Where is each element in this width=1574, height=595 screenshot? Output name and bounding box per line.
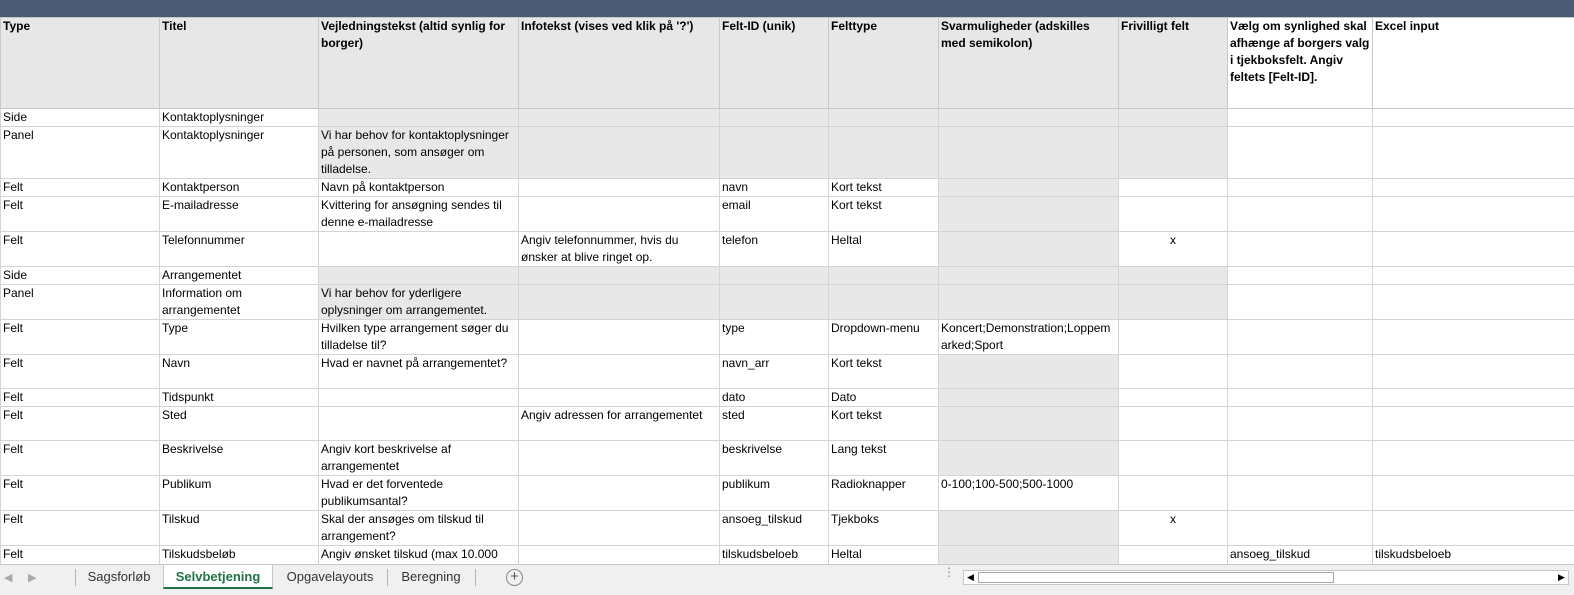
- table-cell[interactable]: [939, 232, 1119, 267]
- table-row: [1, 389, 1574, 407]
- table-cell[interactable]: Kort tekst: [829, 197, 939, 232]
- table-row: [1, 179, 1574, 197]
- tab-separator: [475, 569, 476, 586]
- triangle-right-icon[interactable]: ▶: [28, 572, 37, 584]
- table-cell[interactable]: [1373, 407, 1574, 441]
- table-cell[interactable]: tilskudsbeloeb: [1373, 546, 1574, 565]
- tab-sagsforloeb[interactable]: Sagsforløb: [87, 569, 151, 584]
- header-row: [1, 18, 1574, 109]
- scrollbar-thumb[interactable]: [978, 572, 1334, 583]
- table-cell[interactable]: [519, 476, 720, 511]
- table-cell[interactable]: Side: [1, 267, 160, 285]
- table-cell[interactable]: [519, 355, 720, 389]
- table-cell[interactable]: x: [1119, 511, 1228, 546]
- triangle-left-icon[interactable]: ◀: [4, 572, 13, 584]
- table-cell[interactable]: Angiv kort beskrivelse af arrangementet: [319, 441, 519, 476]
- table-cell[interactable]: [829, 285, 939, 320]
- table-cell[interactable]: [1119, 441, 1228, 476]
- table-cell[interactable]: [1228, 127, 1373, 179]
- table-cell[interactable]: Sted: [160, 407, 319, 441]
- scroll-left-icon[interactable]: ◀: [967, 572, 974, 582]
- table-cell[interactable]: type: [720, 320, 829, 355]
- table-cell[interactable]: [1119, 179, 1228, 197]
- table-row: [1, 476, 1574, 511]
- table-cell[interactable]: [1228, 267, 1373, 285]
- table-cell[interactable]: x: [1119, 232, 1228, 267]
- table-row: [1, 197, 1574, 232]
- table-cell[interactable]: Kort tekst: [829, 179, 939, 197]
- table-cell[interactable]: [1373, 127, 1574, 179]
- table-cell[interactable]: [1119, 285, 1228, 320]
- table-cell[interactable]: ansoeg_tilskud: [720, 511, 829, 546]
- table-cell[interactable]: navn: [720, 179, 829, 197]
- table-cell[interactable]: [1119, 476, 1228, 511]
- table-cell[interactable]: [939, 197, 1119, 232]
- table-cell[interactable]: Beskrivelse: [160, 441, 319, 476]
- table-cell[interactable]: Felt: [1, 389, 160, 407]
- table-cell[interactable]: publikum: [720, 476, 829, 511]
- header-cell[interactable]: Felttype: [829, 18, 939, 109]
- table-cell[interactable]: [720, 267, 829, 285]
- header-cell[interactable]: Svarmuligheder (adskilles med semikolon): [939, 18, 1119, 109]
- table-cell[interactable]: Hvad er det forventede publikumsantal?: [319, 476, 519, 511]
- table-row: [1, 355, 1574, 389]
- table-cell[interactable]: [939, 355, 1119, 389]
- table-cell[interactable]: [319, 232, 519, 267]
- table-cell[interactable]: Hvad er navnet på arrangementet?: [319, 355, 519, 389]
- table-cell[interactable]: Radioknapper: [829, 476, 939, 511]
- table-cell[interactable]: [1228, 197, 1373, 232]
- header-cell[interactable]: Frivilligt felt: [1119, 18, 1228, 109]
- table-cell[interactable]: Dropdown-menu: [829, 320, 939, 355]
- header-cell[interactable]: Excel input: [1373, 18, 1574, 109]
- table-cell[interactable]: [319, 109, 519, 127]
- header-cell[interactable]: Vejledningstekst (altid synlig for borger): [319, 18, 519, 109]
- table-row: [1, 285, 1574, 320]
- table-cell[interactable]: ansoeg_tilskud: [1228, 546, 1373, 565]
- table-cell[interactable]: [1228, 355, 1373, 389]
- table-row: [1, 109, 1574, 127]
- table-cell[interactable]: [1119, 389, 1228, 407]
- table-cell[interactable]: Angiv adressen for arrangementet: [519, 407, 720, 441]
- table-cell[interactable]: [319, 407, 519, 441]
- table-cell[interactable]: [519, 197, 720, 232]
- table-cell[interactable]: Angiv telefonnummer, hvis du ønsker at blive ringet op.: [519, 232, 720, 267]
- table-cell[interactable]: Publikum: [160, 476, 319, 511]
- table-cell[interactable]: [1373, 197, 1574, 232]
- table-cell[interactable]: [1228, 441, 1373, 476]
- table-cell[interactable]: Vi har behov for yderligere oplysninger om arrangementet.: [319, 285, 519, 320]
- table-cell[interactable]: Heltal: [829, 232, 939, 267]
- table-cell[interactable]: [1119, 407, 1228, 441]
- table-cell[interactable]: [1373, 179, 1574, 197]
- table-cell[interactable]: telefon: [720, 232, 829, 267]
- table-cell[interactable]: Tilskudsbeløb: [160, 546, 319, 565]
- table-cell[interactable]: Side: [1, 109, 160, 127]
- table-cell[interactable]: [1119, 109, 1228, 127]
- table-cell[interactable]: [519, 267, 720, 285]
- window-top-bar: [0, 0, 1574, 17]
- table-cell[interactable]: [720, 285, 829, 320]
- table-cell[interactable]: [1228, 320, 1373, 355]
- table-cell[interactable]: [1228, 476, 1373, 511]
- table-cell[interactable]: [939, 389, 1119, 407]
- table-cell[interactable]: Kvittering for ansøgning sendes til denne e-mailadresse: [319, 197, 519, 232]
- table-cell[interactable]: [519, 546, 720, 565]
- table-cell[interactable]: Koncert;Demonstration;Loppemarked;Sport: [939, 320, 1119, 355]
- table-cell[interactable]: beskrivelse: [720, 441, 829, 476]
- table-cell[interactable]: Information om arrangementet: [160, 285, 319, 320]
- table-cell[interactable]: Tjekboks: [829, 511, 939, 546]
- table-cell[interactable]: [1228, 407, 1373, 441]
- table-row: [1, 441, 1574, 476]
- table-row: [1, 511, 1574, 546]
- table-cell[interactable]: navn_arr: [720, 355, 829, 389]
- table-cell[interactable]: [829, 127, 939, 179]
- table-cell[interactable]: [1228, 232, 1373, 267]
- table-cell[interactable]: [1228, 109, 1373, 127]
- header-cell[interactable]: Type: [1, 18, 160, 109]
- table-cell[interactable]: [939, 109, 1119, 127]
- plus-circle-icon[interactable]: +: [506, 569, 523, 586]
- table-cell[interactable]: [1119, 355, 1228, 389]
- table-cell[interactable]: Felt: [1, 476, 160, 511]
- table-cell[interactable]: Navn: [160, 355, 319, 389]
- tab-opgavelayouts[interactable]: Opgavelayouts: [286, 569, 374, 584]
- table-cell[interactable]: [1373, 109, 1574, 127]
- table-cell[interactable]: Telefonnummer: [160, 232, 319, 267]
- table-cell[interactable]: Type: [160, 320, 319, 355]
- table-cell[interactable]: Felt: [1, 407, 160, 441]
- table-cell[interactable]: [939, 511, 1119, 546]
- spreadsheet-grid[interactable]: [0, 17, 1574, 564]
- tab-beregning[interactable]: Beregning: [401, 569, 461, 584]
- table-cell[interactable]: Vi har behov for kontaktoplysninger på personen, som ansøger om tilladelse.: [319, 127, 519, 179]
- table-cell[interactable]: tilskudsbeloeb: [720, 546, 829, 565]
- table-row: [1, 267, 1574, 285]
- vertical-ellipsis-icon[interactable]: ⋮: [943, 565, 955, 579]
- table-cell[interactable]: [1228, 389, 1373, 407]
- table-cell[interactable]: [829, 109, 939, 127]
- table-cell[interactable]: Felt: [1, 546, 160, 565]
- table-cell[interactable]: [1373, 285, 1574, 320]
- sheet-tab-bar: [0, 564, 1574, 595]
- table-row: [1, 232, 1574, 267]
- table-row: [1, 407, 1574, 441]
- table-cell[interactable]: Navn på kontaktperson: [319, 179, 519, 197]
- table-cell[interactable]: [1228, 285, 1373, 320]
- table-cell[interactable]: [519, 441, 720, 476]
- table-cell[interactable]: Felt: [1, 197, 160, 232]
- table-cell[interactable]: [720, 127, 829, 179]
- table-row: [1, 320, 1574, 355]
- table-cell[interactable]: Hvilken type arrangement søger du tilladelse til?: [319, 320, 519, 355]
- table-cell[interactable]: [319, 267, 519, 285]
- table-cell[interactable]: [519, 179, 720, 197]
- table-cell[interactable]: email: [720, 197, 829, 232]
- table-cell[interactable]: [1373, 267, 1574, 285]
- table-cell[interactable]: [1373, 320, 1574, 355]
- table-cell[interactable]: Skal der ansøges om tilskud til arrangement?: [319, 511, 519, 546]
- header-cell[interactable]: Felt-ID (unik): [720, 18, 829, 109]
- table-cell[interactable]: [319, 389, 519, 407]
- table-cell[interactable]: [1119, 546, 1228, 565]
- header-cell[interactable]: Infotekst (vises ved klik på '?'): [519, 18, 720, 109]
- table-cell[interactable]: Felt: [1, 320, 160, 355]
- table-cell[interactable]: [939, 127, 1119, 179]
- table-cell[interactable]: [1228, 179, 1373, 197]
- table-cell[interactable]: Felt: [1, 355, 160, 389]
- table-cell[interactable]: [1373, 476, 1574, 511]
- table-cell[interactable]: [1373, 232, 1574, 267]
- table-cell[interactable]: Kontaktoplysninger: [160, 109, 319, 127]
- table-cell[interactable]: Tilskud: [160, 511, 319, 546]
- table-cell[interactable]: Arrangementet: [160, 267, 319, 285]
- table-cell[interactable]: dato: [720, 389, 829, 407]
- table-cell[interactable]: Tidspunkt: [160, 389, 319, 407]
- table-cell[interactable]: [939, 179, 1119, 197]
- table-cell[interactable]: [519, 511, 720, 546]
- table-cell[interactable]: [1373, 389, 1574, 407]
- table-cell[interactable]: Lang tekst: [829, 441, 939, 476]
- table-cell[interactable]: Panel: [1, 285, 160, 320]
- table-cell[interactable]: [1119, 320, 1228, 355]
- table-cell[interactable]: [519, 320, 720, 355]
- table-cell[interactable]: sted: [720, 407, 829, 441]
- table-cell[interactable]: Felt: [1, 441, 160, 476]
- horizontal-scrollbar[interactable]: [963, 570, 1569, 585]
- table-cell[interactable]: [1373, 511, 1574, 546]
- table-row: [1, 546, 1574, 565]
- table-cell[interactable]: Felt: [1, 179, 160, 197]
- table-cell[interactable]: [1119, 197, 1228, 232]
- header-cell[interactable]: Vælg om synlighed skal afhænge af borgers valg i tjekboksfelt. Angiv feltets [Felt-ID].: [1228, 18, 1373, 109]
- table-cell[interactable]: Felt: [1, 232, 160, 267]
- table-cell[interactable]: Heltal: [829, 546, 939, 565]
- table-cell[interactable]: [519, 109, 720, 127]
- table-cell[interactable]: Felt: [1, 511, 160, 546]
- table-cell[interactable]: [1373, 441, 1574, 476]
- tab-selvbetjening[interactable]: Selvbetjening: [163, 565, 273, 589]
- table-cell[interactable]: [519, 389, 720, 407]
- table-cell[interactable]: [939, 285, 1119, 320]
- scroll-right-icon[interactable]: ▶: [1558, 572, 1565, 582]
- table-cell[interactable]: Kontaktperson: [160, 179, 319, 197]
- table-cell[interactable]: Kort tekst: [829, 355, 939, 389]
- table-cell[interactable]: E-mailadresse: [160, 197, 319, 232]
- table-cell[interactable]: [1119, 127, 1228, 179]
- table-cell[interactable]: [519, 127, 720, 179]
- table-cell[interactable]: [939, 546, 1119, 565]
- table-cell[interactable]: [1228, 511, 1373, 546]
- table-cell[interactable]: Kort tekst: [829, 407, 939, 441]
- header-cell[interactable]: Titel: [160, 18, 319, 109]
- table-cell[interactable]: 0-100;100-500;500-1000: [939, 476, 1119, 511]
- table-cell[interactable]: Panel: [1, 127, 160, 179]
- table-cell[interactable]: [519, 285, 720, 320]
- table-cell[interactable]: Dato: [829, 389, 939, 407]
- table-cell[interactable]: [939, 441, 1119, 476]
- table-cell[interactable]: [1373, 355, 1574, 389]
- table-cell[interactable]: [939, 267, 1119, 285]
- table-cell[interactable]: [829, 267, 939, 285]
- table-row: [1, 127, 1574, 179]
- table-cell[interactable]: [720, 109, 829, 127]
- sheet-table: [0, 17, 1574, 564]
- table-cell[interactable]: Kontaktoplysninger: [160, 127, 319, 179]
- table-cell[interactable]: [939, 407, 1119, 441]
- table-cell[interactable]: [1119, 267, 1228, 285]
- table-cell[interactable]: Angiv ønsket tilskud (max 10.000: [319, 546, 519, 565]
